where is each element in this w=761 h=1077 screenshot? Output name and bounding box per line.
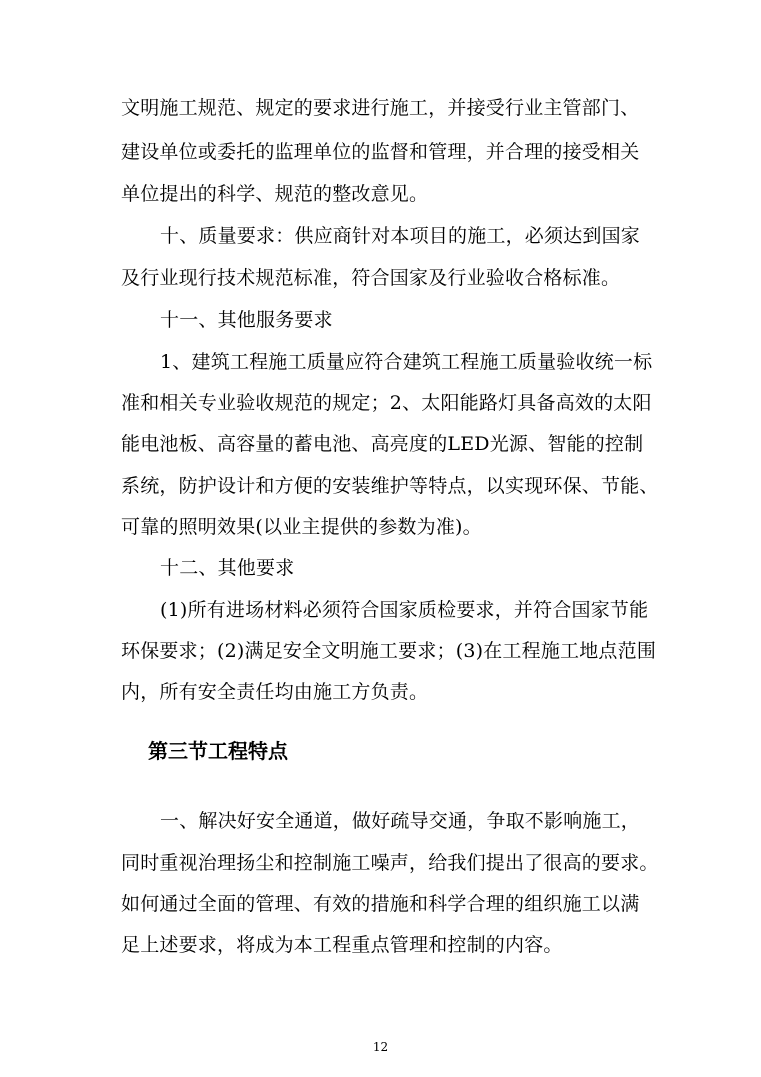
body-line-3: 单位提出的科学、规范的整改意见。: [121, 183, 429, 205]
body-line-2: 建设单位或委托的监理单位的监督和管理，并合理的接受相关: [121, 141, 640, 163]
feature-line-1: 一、解决好安全通道，做好疏导交通，争取不影响施工，: [160, 810, 641, 832]
service-line-4: 系统，防护设计和方便的安装维护等特点，以实现环保、节能、: [121, 475, 659, 497]
service-line-1: 1、建筑工程施工质量应符合建筑工程施工质量验收统一标: [160, 351, 653, 373]
body-line-1: 文明施工规范、规定的要求进行施工，并接受行业主管部门、: [121, 97, 640, 119]
requirement-line-1: (1)所有进场材料必须符合国家质检要求，并符合国家节能: [160, 599, 649, 621]
feature-line-4: 足上述要求，将成为本工程重点管理和控制的内容。: [121, 934, 563, 956]
feature-line-3: 如何通过全面的管理、有效的措施和科学合理的组织施工以满: [121, 893, 640, 915]
other-requirement-heading: 十二、其他要求: [160, 557, 295, 579]
quality-requirement-line-2: 及行业现行技术规范标准，符合国家及行业验收合格标准。: [121, 267, 621, 289]
quality-requirement-line-1: 十、质量要求：供应商针对本项目的施工，必须达到国家: [160, 225, 641, 247]
service-line-5: 可靠的照明效果(以业主提供的参数为准)。: [121, 516, 482, 538]
service-line-2: 准和相关专业验收规范的规定；2、太阳能路灯具备高效的太阳: [121, 392, 652, 414]
section-title: 第三节工程特点: [148, 739, 288, 763]
requirement-line-2: 环保要求；(2)满足安全文明施工要求；(3)在工程施工地点范围: [121, 640, 657, 662]
requirement-line-3: 内，所有安全责任均由施工方负责。: [121, 681, 429, 703]
feature-line-2: 同时重视治理扬尘和控制施工噪声，给我们提出了很高的要求。: [121, 852, 659, 874]
other-service-heading: 十一、其他服务要求: [160, 309, 333, 331]
page-number: 12: [372, 1040, 389, 1054]
service-line-3: 能电池板、高容量的蓄电池、高亮度的LED光源、智能的控制: [121, 433, 644, 455]
